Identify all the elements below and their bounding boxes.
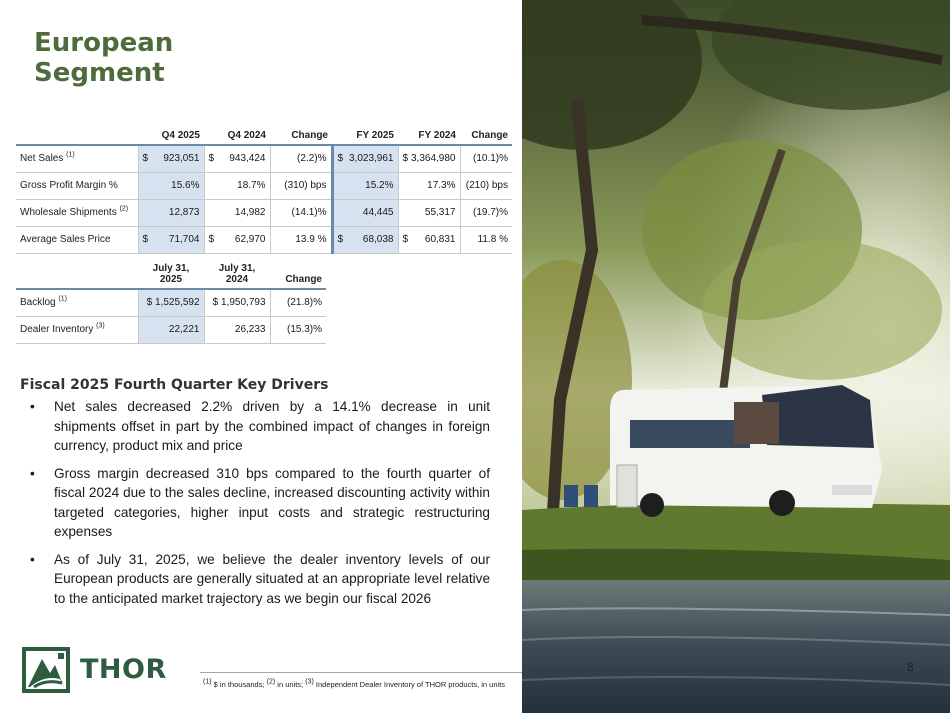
row-label: Wholesale Shipments $^{(2)}$ <box>16 199 138 226</box>
cell: $ 68,038 <box>332 226 398 253</box>
col-header: Change <box>285 274 322 285</box>
col-header: July 31, 2025 <box>152 263 190 285</box>
bullet-icon: • <box>30 399 35 414</box>
motorhome-photo <box>522 0 950 713</box>
driver-list <box>20 397 490 608</box>
col-header: Q4 2024 <box>227 130 266 141</box>
bullet-icon: • <box>30 465 35 481</box>
row-label: Net Sales $^{(1)}$ <box>16 145 138 172</box>
table-row <box>16 199 512 226</box>
table-row <box>16 145 512 172</box>
cell: (10.1)% <box>460 145 512 172</box>
thor-logo-icon <box>22 647 70 693</box>
cell: (15.3)% <box>270 316 326 343</box>
cell: $ 62,970 <box>204 226 270 253</box>
col-header: FY 2025 <box>356 130 394 141</box>
key-drivers-heading: Fiscal 2025 Fourth Quarter Key Drivers <box>20 377 329 393</box>
cell: (21.8)% <box>270 289 326 316</box>
cell: $ 1,950,793 <box>204 289 270 316</box>
col-header: Q4 2025 <box>161 130 200 141</box>
cell: 13.9 % <box>270 226 332 253</box>
row-label: Dealer Inventory $^{(3)}$ <box>16 316 138 343</box>
cell: 12,873 <box>138 199 204 226</box>
col-header: Change <box>471 130 508 141</box>
table-header-row <box>16 130 512 145</box>
row-label: Backlog $^{(1)}$ <box>16 289 138 316</box>
cell: $ 60,831 <box>398 226 460 253</box>
list-item: • Gross margin decreased 310 bps compared to the fourth quarter of fiscal 2024 due to the sales decline, increased discounting activity within targeted categories, higher input costs and strategic restructuring expenses <box>30 465 490 539</box>
title-line-2: Segment <box>34 58 165 88</box>
cell: (310) bps <box>270 172 332 199</box>
cell: 14,982 <box>204 199 270 226</box>
cell: $ 923,051 <box>138 145 204 172</box>
backlog-table <box>16 263 326 344</box>
cell: 44,445 <box>332 199 398 226</box>
cell: 55,317 <box>398 199 460 226</box>
list-item: • Net sales decreased 2.2% driven by a 14.1% decrease in unit shipments offset in part by the combined impact of changes in foreign currency, product mix and price <box>30 399 490 453</box>
page-title <box>34 28 173 88</box>
col-header: Change <box>291 130 328 141</box>
row-label: Average Sales Price <box>16 226 138 253</box>
table-header-row <box>16 263 326 289</box>
cell: 26,233 <box>204 316 270 343</box>
table-row <box>16 226 512 253</box>
row-label: Gross Profit Margin % <box>16 172 138 199</box>
bullet-icon: • <box>30 551 35 567</box>
cell: $ 943,424 <box>204 145 270 172</box>
cell: 15.6% <box>138 172 204 199</box>
cell: 11.8 % <box>460 226 512 253</box>
motorhome-illustration <box>610 385 882 517</box>
page-number: 8 <box>907 660 914 674</box>
cell: (2.2)% <box>270 145 332 172</box>
cell: 15.2% <box>332 172 398 199</box>
cell: $ 3,364,980 <box>398 145 460 172</box>
cell: 22,221 <box>138 316 204 343</box>
cell: $ 3,023,961 <box>332 145 398 172</box>
cell: $ 1,525,592 <box>138 289 204 316</box>
key-drivers-section <box>20 377 490 616</box>
table-row <box>16 172 512 199</box>
cell: (14.1)% <box>270 199 332 226</box>
logo-wordmark: THOR <box>80 654 167 685</box>
cell: $ 71,704 <box>138 226 204 253</box>
col-header: FY 2024 <box>418 130 456 141</box>
title-line-1: European <box>34 28 174 58</box>
footnote: $^{(1)}$ $ in thousands; $^{(2)}$ in units; $^{(3)}$ Independent Dealer Inventory of THOR products, in units <box>203 678 506 689</box>
cell: 18.7% <box>204 172 270 199</box>
table-row <box>16 316 326 343</box>
list-item: • As of July 31, 2025, we believe the dealer inventory levels of our European products are generally situated at an appropriate level relative to the anticipated market trajectory as we begin our fiscal 2026 <box>30 551 490 606</box>
financial-table <box>16 130 512 254</box>
col-header: July 31, 2024 <box>218 263 256 285</box>
table-row <box>16 289 326 316</box>
cell: (210) bps <box>460 172 512 199</box>
cell: (19.7)% <box>460 199 512 226</box>
cell: 17.3% <box>398 172 460 199</box>
